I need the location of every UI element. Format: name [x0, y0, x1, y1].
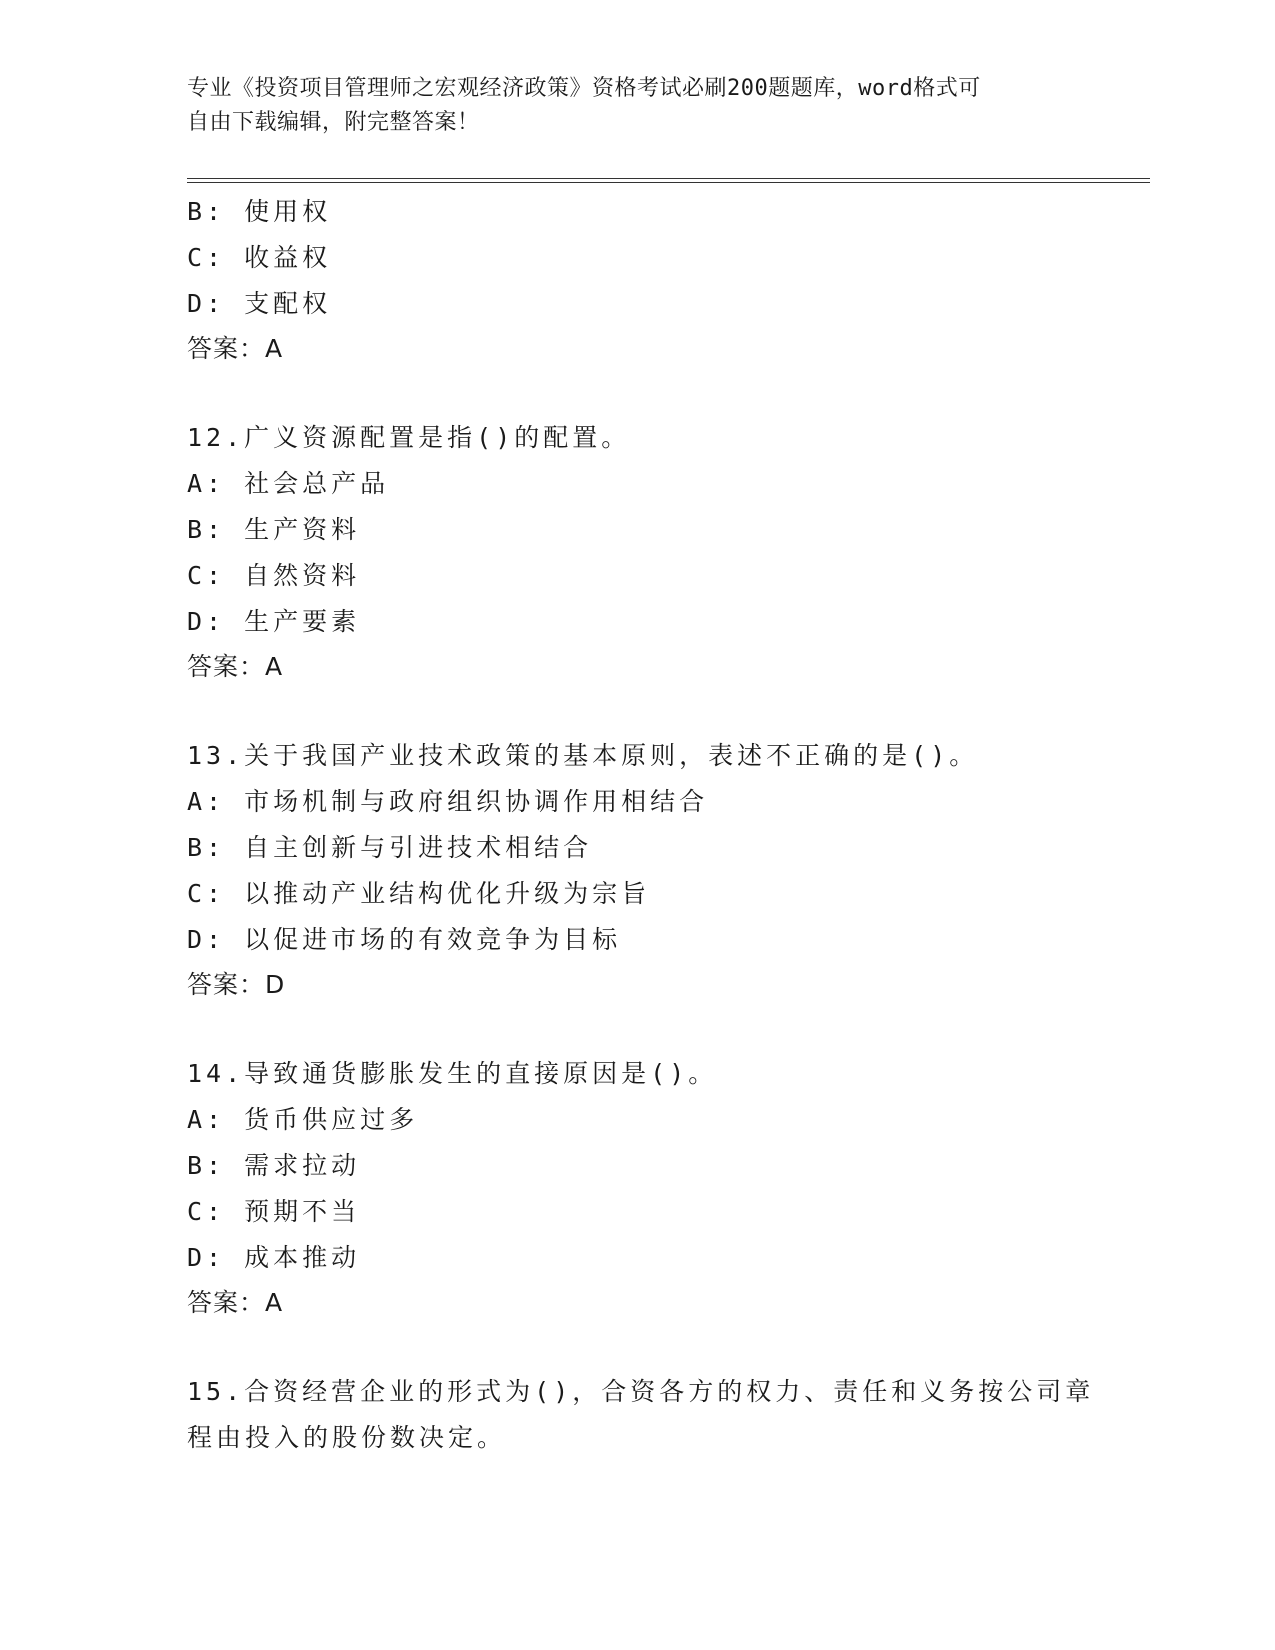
option-a: A: 社会总产品 [187, 469, 390, 498]
option-b: B: 自主创新与引进技术相结合 [187, 833, 593, 862]
answer-line: 答案：A [187, 1288, 284, 1317]
option-d: D: 生产要素 [187, 607, 361, 636]
answer-line: 答案：D [187, 970, 286, 999]
option-b: B: 使用权 [187, 197, 332, 226]
question-13-text: 13.关于我国产业技术政策的基本原则，表述不正确的是()。 [187, 741, 979, 770]
option-b: B: 需求拉动 [187, 1151, 361, 1180]
header-line-1: 专业《投资项目管理师之宏观经济政策》资格考试必刷200题题库，word格式可 [187, 76, 981, 101]
question-14-text: 14.导致通货膨胀发生的直接原因是()。 [187, 1059, 718, 1088]
document-header [187, 72, 1087, 140]
option-c: C: 自然资料 [187, 561, 361, 590]
header-line-2: 自由下载编辑，附完整答案！ [187, 110, 480, 135]
option-b: B: 生产资料 [187, 515, 361, 544]
answer-line: 答案：A [187, 334, 284, 363]
option-c: C: 预期不当 [187, 1197, 361, 1226]
question-12-text: 12.广义资源配置是指()的配置。 [187, 423, 631, 452]
option-d: D: 成本推动 [187, 1243, 361, 1272]
option-c: C: 以推动产业结构优化升级为宗旨 [187, 879, 651, 908]
option-d: D: 支配权 [187, 289, 332, 318]
question-list [187, 189, 1095, 1461]
option-c: C: 收益权 [187, 243, 332, 272]
option-d: D: 以促进市场的有效竞争为目标 [187, 925, 622, 954]
question-15-text-line-2: 程由投入的股份数决定。 [187, 1423, 507, 1452]
answer-line: 答案：A [187, 652, 284, 681]
question-15-text-line-1: 15.合资经营企业的形式为()，合资各方的权力、责任和义务按公司章 [187, 1377, 1095, 1406]
option-a: A: 市场机制与政府组织协调作用相结合 [187, 787, 709, 816]
header-divider [187, 178, 1150, 183]
option-a: A: 货币供应过多 [187, 1105, 419, 1134]
